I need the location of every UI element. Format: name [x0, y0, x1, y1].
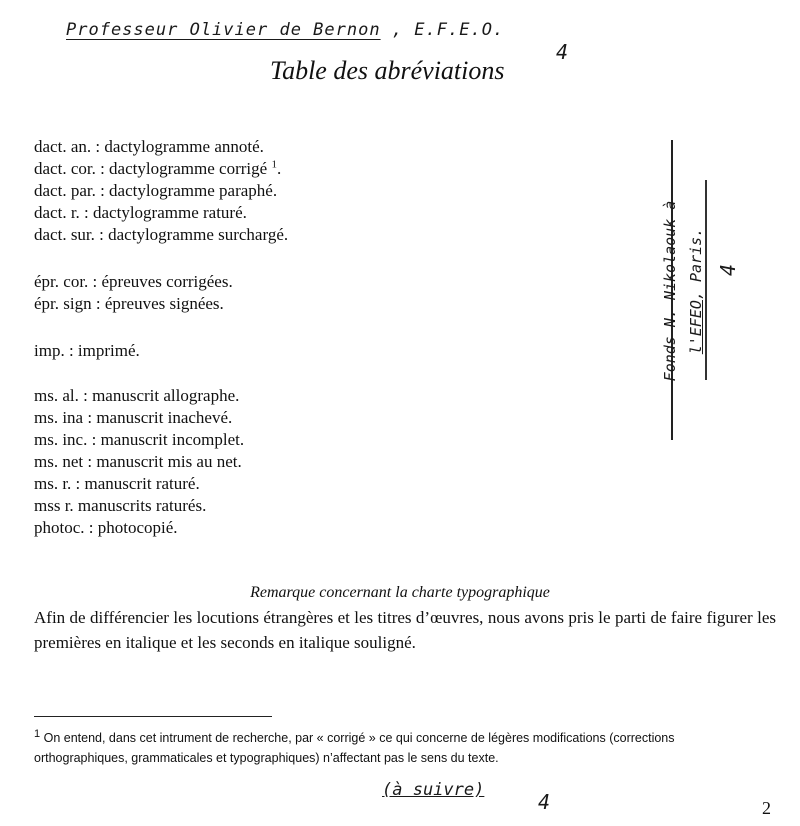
footnote-number: 1: [34, 727, 41, 740]
list-item: ms. net : manuscrit mis au net.: [34, 452, 242, 471]
abbreviation-group-dact: [34, 136, 288, 246]
list-item: dact. par. : dactylogramme paraphé.: [34, 181, 278, 200]
handwritten-mark: 4: [556, 40, 569, 64]
footnote-ref: 1: [271, 158, 277, 171]
list-item: dact. cor. : dactylogramme corrigé $^1$.: [34, 158, 282, 178]
footnote-text: On entend, dans cet intrument de recherche, par « corrigé » ce qui concerne de légères modifications (corrections orthographiques, grammaticales et typographiques) n’affectant pas le sens du texte.: [34, 731, 675, 765]
list-item: mss r. manuscrits raturés.: [34, 496, 207, 515]
abbreviation-group-ms: [34, 385, 244, 539]
list-item: ms. inc. : manuscrit incomplet.: [34, 430, 245, 449]
page-number: 2: [762, 798, 771, 818]
list-item: ms. ina : manuscrit inachevé.: [34, 408, 233, 427]
handwritten-mark: 4: [716, 263, 741, 277]
abbreviation-group-epr: [34, 271, 233, 315]
list-item: dact. r. : dactylogramme raturé.: [34, 203, 247, 222]
footnote-divider: [34, 716, 272, 717]
handwritten-suivre: (à suivre): [382, 780, 485, 800]
list-item: imp. : imprimé.: [34, 341, 140, 360]
footnote: [34, 728, 734, 768]
list-item: photoc. : photocopié.: [34, 518, 178, 537]
handwritten-header: [66, 20, 504, 40]
vertical-annotation-line2: l'EFEO, Paris.: [687, 227, 705, 355]
remark-body: Afin de différencier les locutions étrangères et les titres d’œuvres, nous avons pris le parti de faire figurer les premières en italique et les seconds en italique souligné.: [34, 608, 776, 652]
list-item: ms. r. : manuscrit raturé.: [34, 474, 200, 493]
list-item: dact. an. : dactylogramme annoté.: [34, 137, 264, 156]
handwritten-header-org: , E.F.E.O.: [391, 20, 505, 40]
list-item: dact. sur. : dactylogramme surchargé.: [34, 225, 289, 244]
remark-title: Remarque concernant la charte typographique: [250, 584, 550, 601]
list-item: ms. al. : manuscrit allographe.: [34, 386, 240, 405]
page-title: Table des abréviations: [270, 56, 505, 85]
handwritten-header-name: Professeur Olivier de Bernon: [66, 20, 381, 40]
abbreviation-group-imp: [34, 340, 140, 362]
list-item: épr. cor. : épreuves corrigées.: [34, 272, 233, 291]
vertical-annotation-line1: Fonds N. Nikolaouk à: [661, 200, 679, 382]
handwritten-mark: 4: [538, 790, 551, 814]
vertical-handwritten-annotation: [657, 186, 709, 396]
list-item: épr. sign : épreuves signées.: [34, 294, 224, 313]
